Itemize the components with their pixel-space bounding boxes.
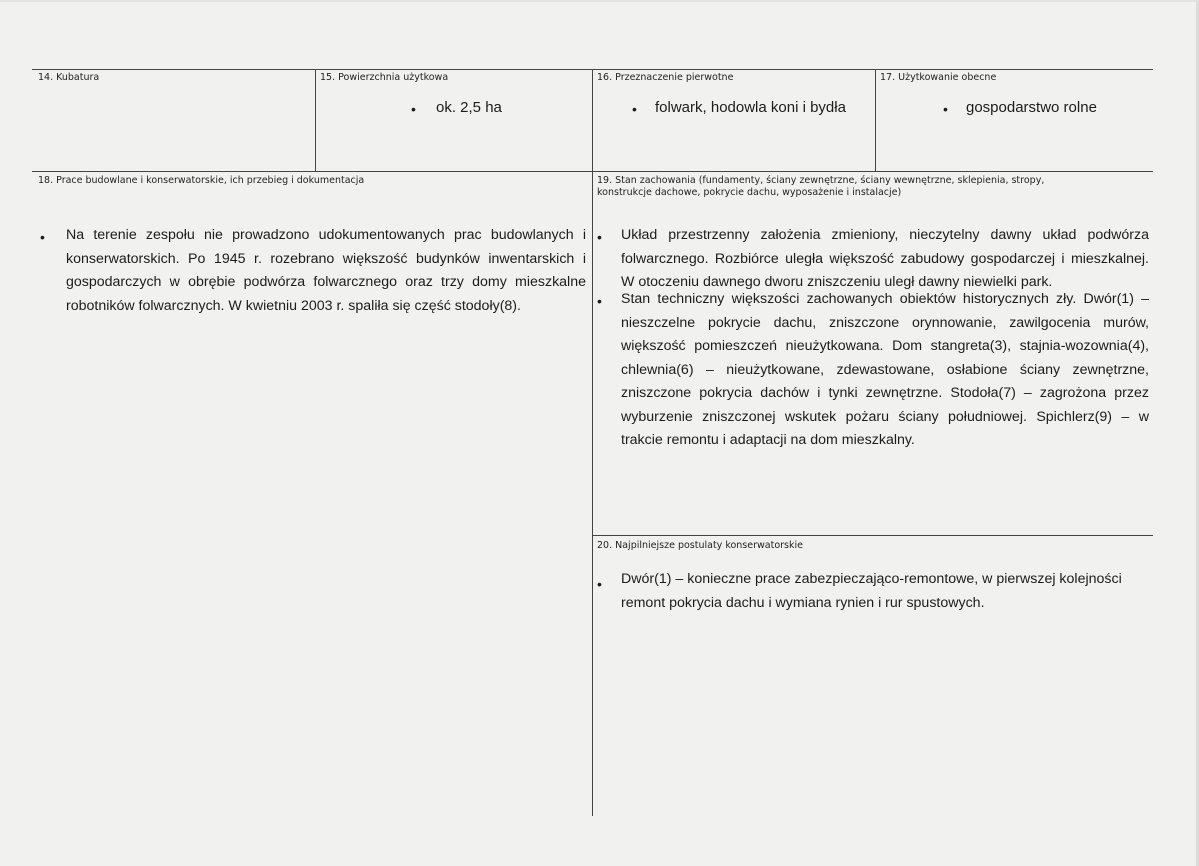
field-19-bullet-2: • xyxy=(597,293,602,309)
field-17-label: 17. Użytkowanie obecne xyxy=(880,72,997,83)
field-18-label: 18. Prace budowlane i konserwatorskie, ich przebieg i dokumentacja xyxy=(38,175,365,186)
field-14-label: 14. Kubatura xyxy=(38,72,100,83)
field-20-label: 20. Najpilniejsze postulaty konserwatorskie xyxy=(597,540,803,551)
field-15-bullet: • xyxy=(411,101,416,117)
field-17-value: gospodarstwo rolne xyxy=(966,99,1097,116)
field-20-bullet: • xyxy=(597,576,602,592)
field-16-label: 16. Przeznaczenie pierwotne xyxy=(597,72,734,83)
field-16-bullet: • xyxy=(632,101,637,117)
col-divider-1 xyxy=(315,69,316,171)
field-16-value: folwark, hodowla koni i bydła xyxy=(655,99,846,116)
field-15-label: 15. Powierzchnia użytkowa xyxy=(320,72,449,83)
field-18-text: Na terenie zespołu nie prowadzono udokumentowanych prac budowlanych i konserwatorskich. Po 1945 r. rozebrano większość budynków inwentarskich i gospodarczych w obrębie podwórza folwarcznego oraz trzy domy mieszkalne robotników folwarcznych. W kwietniu 2003 r. spaliła się część stodoły(8). xyxy=(66,227,586,314)
col-divider-2 xyxy=(592,69,593,816)
field-18-bullet: • xyxy=(40,229,45,245)
field-19-text-2: Stan techniczny większości zachowanych obiektów historycznych zły. Dwór(1) – nieszczelne pokrycie dachu, zniszczone orynnowanie, zawilgocenia murów, większość pomieszczeń nieużytkowana. Dom stangreta(3), stajnia-wozownia(4), chlewnia(6) – nieużytkowane, zdewastowane, osłabione ściany zewnętrzne, zniszczone pokrycia dachów i tynki zewnętrzne. Stodoła(7) – zagrożona przez wyburzenie zniszczonej wskutek pożaru ściany południowej. Spichlerz(9) – w trakcie remontu i adaptacji na dom mieszkalny. xyxy=(621,291,1149,448)
field-17-bullet: • xyxy=(943,101,948,117)
col-divider-3 xyxy=(875,69,876,171)
scan-edge-top xyxy=(0,0,1199,2)
field-19-label-line1: 19. Stan zachowania (fundamenty, ściany zewnętrzne, ściany wewnętrzne, sklepienia, stropy, xyxy=(597,175,1045,186)
field-20-text: Dwór(1) – konieczne prace zabezpieczająco-remontowe, w pierwszej kolejności remont pokrycia dachu i wymiana rynien i rur spustowych. xyxy=(621,571,1122,611)
field-19-bullet-1: • xyxy=(597,229,602,245)
field-19-text-1: Układ przestrzenny założenia zmieniony, nieczytelny dawny układ podwórza folwarcznego. Rozbiórce uległa większość zabudowy gospodarczej i mieszkalnej. W otoczeniu dawnego dworu zniszczeniu uległ dawny niewielki park. xyxy=(621,227,1149,290)
field-15-value: ok. 2,5 ha xyxy=(436,99,502,116)
section-20-divider xyxy=(592,535,1153,536)
field-19-label-line2: konstrukcje dachowe, pokrycie dachu, wyposażenie i instalacje) xyxy=(597,187,902,198)
